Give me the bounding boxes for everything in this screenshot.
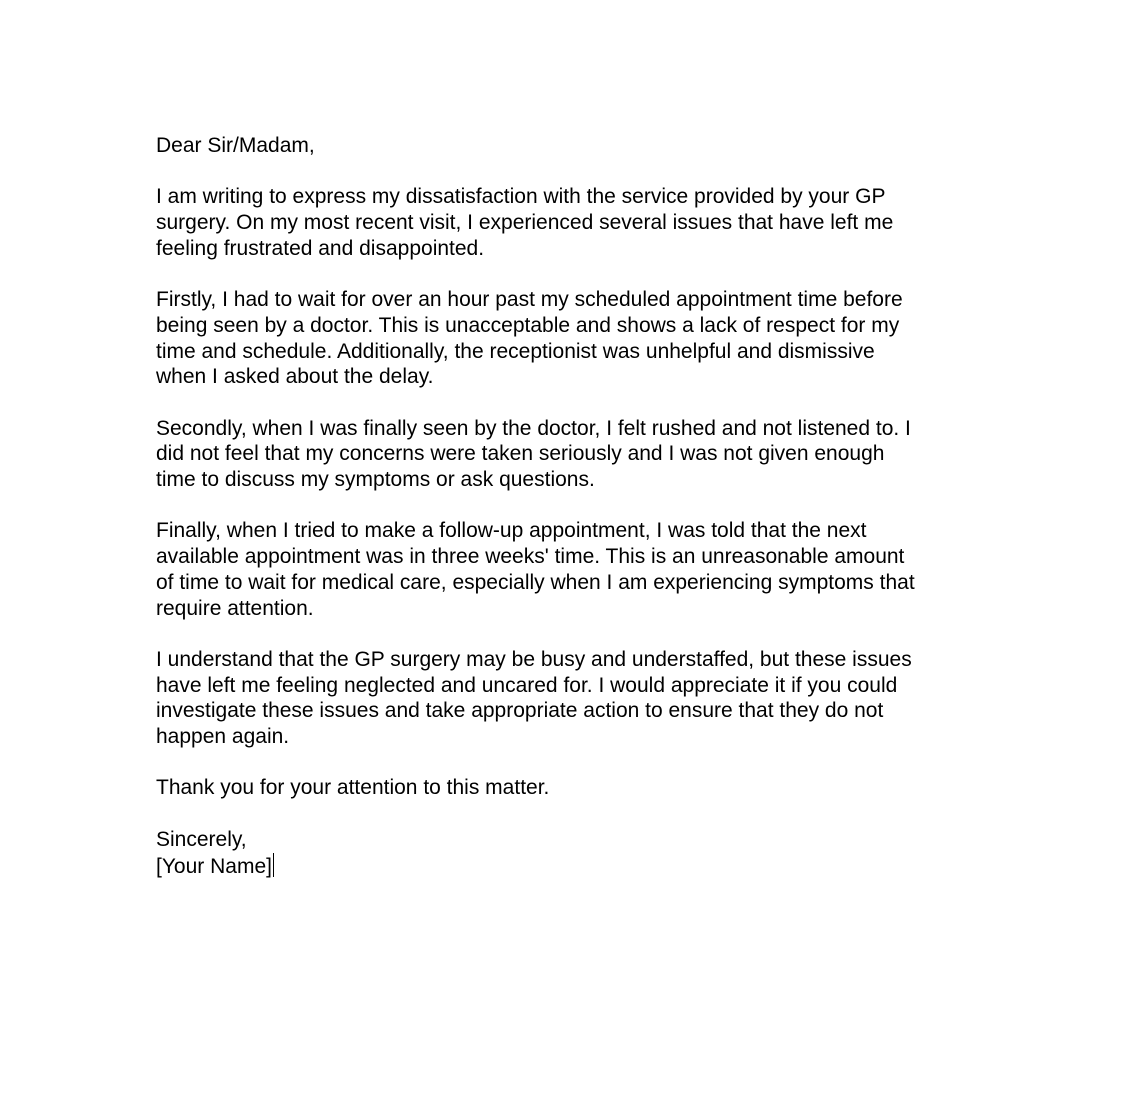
paragraph-line: I understand that the GP surgery may be busy and understaffed, but these issues xyxy=(156,647,912,671)
salutation xyxy=(156,133,976,159)
paragraph-line: available appointment was in three weeks' time. This is an unreasonable amount xyxy=(156,545,905,569)
thanks-paragraph xyxy=(156,775,976,801)
paragraph-line: Secondly, when I was finally seen by the doctor, I felt rushed and not listened to. I xyxy=(156,416,911,440)
paragraph-line: of time to wait for medical care, especially when I am experiencing symptoms that xyxy=(156,570,915,594)
paragraph-intro xyxy=(156,184,976,261)
paragraph-line: Firstly, I had to wait for over an hour past my scheduled appointment time before xyxy=(156,288,903,312)
closing-text: Sincerely, xyxy=(156,827,247,851)
paragraph-line: I am writing to express my dissatisfaction with the service provided by your GP xyxy=(156,185,886,209)
paragraph-line: when I asked about the delay. xyxy=(156,365,434,389)
paragraph-line: feeling frustrated and disappointed. xyxy=(156,236,485,260)
paragraph-line: did not feel that my concerns were taken seriously and I was not given enough xyxy=(156,442,885,466)
thanks-text: Thank you for your attention to this matter. xyxy=(156,776,550,800)
paragraph-firstly xyxy=(156,287,976,390)
paragraph-line: time and schedule. Additionally, the receptionist was unhelpful and dismissive xyxy=(156,339,875,363)
salutation-text: Dear Sir/Madam, xyxy=(156,134,315,157)
paragraph-line: surgery. On my most recent visit, I experienced several issues that have left me xyxy=(156,211,894,235)
closing-block xyxy=(156,827,976,879)
paragraph-line: investigate these issues and take appropriate action to ensure that they do not xyxy=(156,699,884,723)
letter-body[interactable] xyxy=(156,133,976,879)
text-cursor xyxy=(273,853,274,877)
paragraph-line: have left me feeling neglected and uncared for. I would appreciate it if you could xyxy=(156,673,898,697)
paragraph-understand xyxy=(156,647,976,750)
paragraph-line: happen again. xyxy=(156,725,290,749)
paragraph-line: require attention. xyxy=(156,596,314,620)
paragraph-line: being seen by a doctor. This is unacceptable and shows a lack of respect for my xyxy=(156,313,900,337)
signature-line xyxy=(156,853,976,880)
paragraph-line: time to discuss my symptoms or ask questions. xyxy=(156,468,595,492)
paragraph-line: Finally, when I tried to make a follow-up appointment, I was told that the next xyxy=(156,519,867,543)
paragraph-finally xyxy=(156,518,976,621)
signature-text: [Your Name] xyxy=(156,854,272,878)
paragraph-secondly xyxy=(156,416,976,493)
